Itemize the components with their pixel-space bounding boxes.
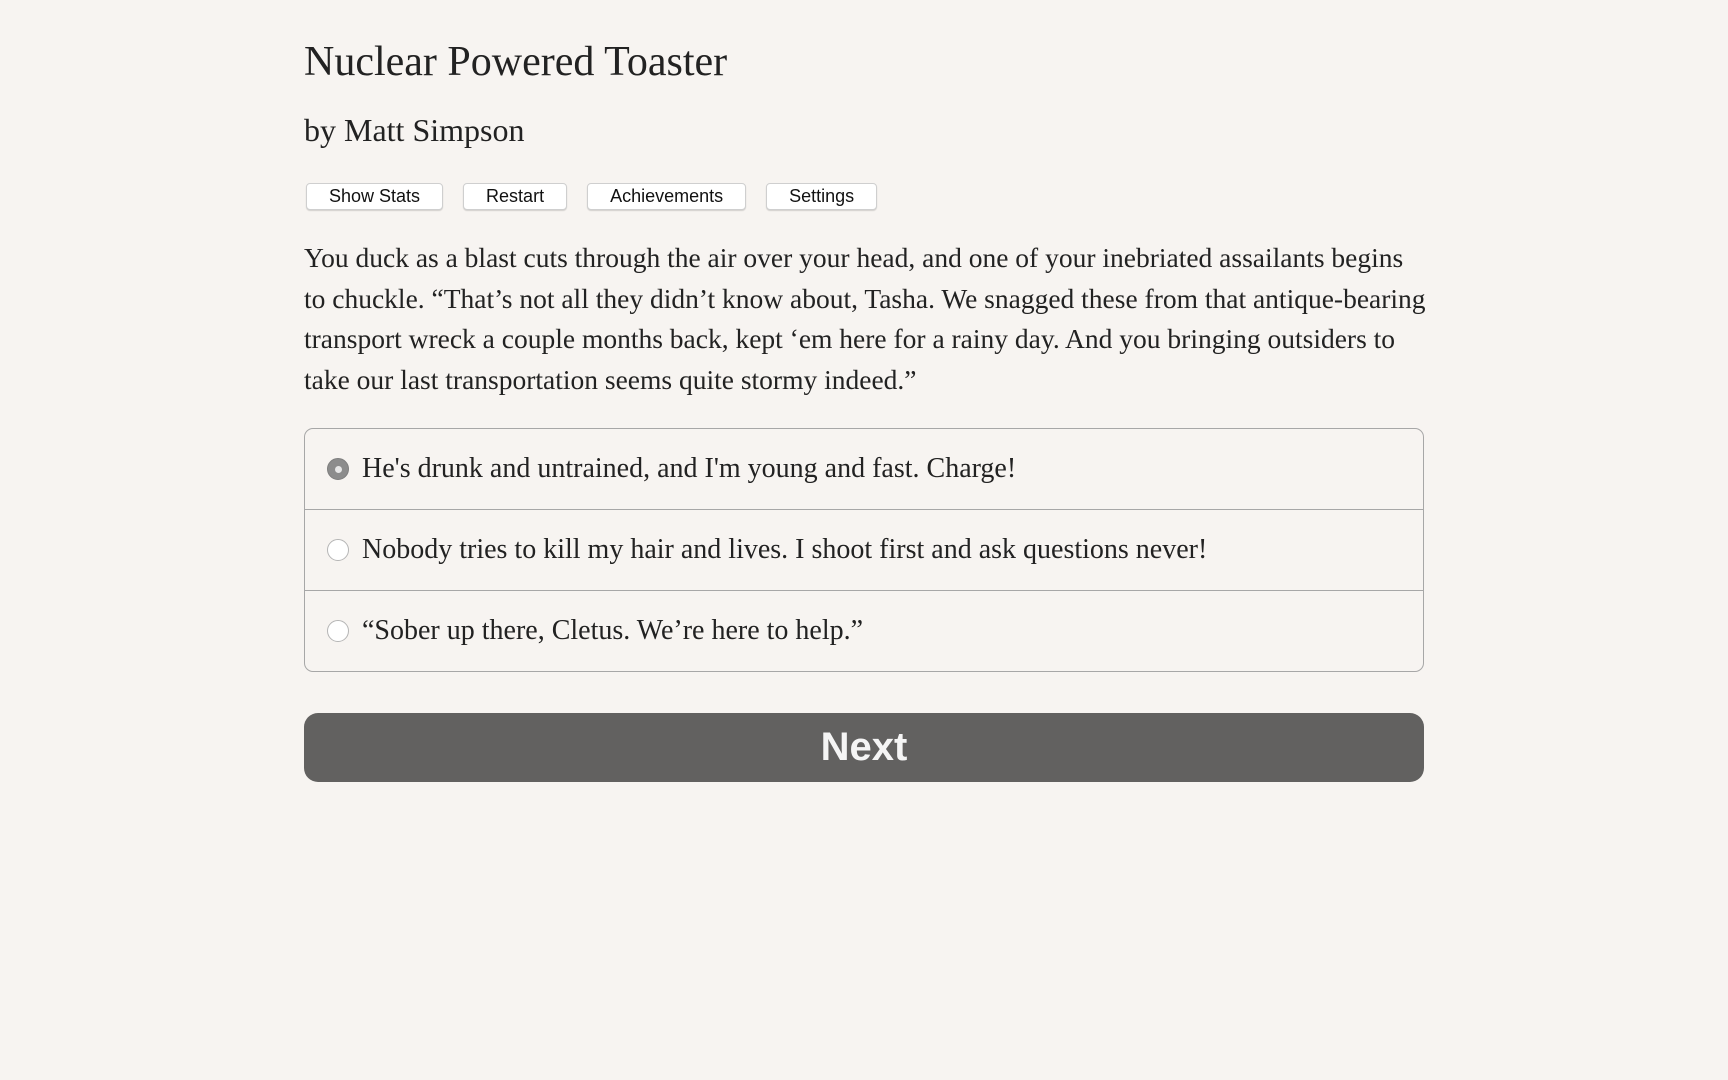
achievements-button[interactable]: Achievements: [587, 183, 746, 210]
game-author: by Matt Simpson: [304, 112, 525, 148]
restart-button[interactable]: Restart: [463, 183, 567, 210]
radio-button-sober-up[interactable]: [327, 620, 349, 642]
choice-option-shoot[interactable]: [305, 509, 1423, 590]
choice-label: Nobody tries to kill my hair and lives. I shoot first and ask questions never!: [362, 534, 1208, 565]
game-title: Nuclear Powered Toaster: [304, 39, 728, 85]
radio-button-shoot[interactable]: [327, 539, 349, 561]
choice-label: He's drunk and untrained, and I'm young and fast. Charge!: [362, 453, 1017, 484]
radio-button-charge[interactable]: [327, 458, 349, 480]
toolbar: [306, 183, 877, 210]
story-passage: You duck as a blast cuts through the air over your head, and one of your inebriated assailants begins to chuckle. “That’s not all they didn’t know about, Tasha. We snagged these from that antique-bearing transport wreck a couple months back, kept ‘em here for a rainy day. And you bringing outsiders to take our last transportation seems quite stormy indeed.”: [304, 242, 1426, 395]
choice-option-sober-up[interactable]: [305, 590, 1423, 671]
choice-list: [304, 428, 1424, 672]
show-stats-button[interactable]: Show Stats: [306, 183, 443, 210]
settings-button[interactable]: Settings: [766, 183, 877, 210]
choice-option-charge[interactable]: [305, 429, 1423, 509]
choice-label: “Sober up there, Cletus. We’re here to help.”: [362, 615, 864, 646]
next-button[interactable]: Next: [304, 713, 1424, 782]
